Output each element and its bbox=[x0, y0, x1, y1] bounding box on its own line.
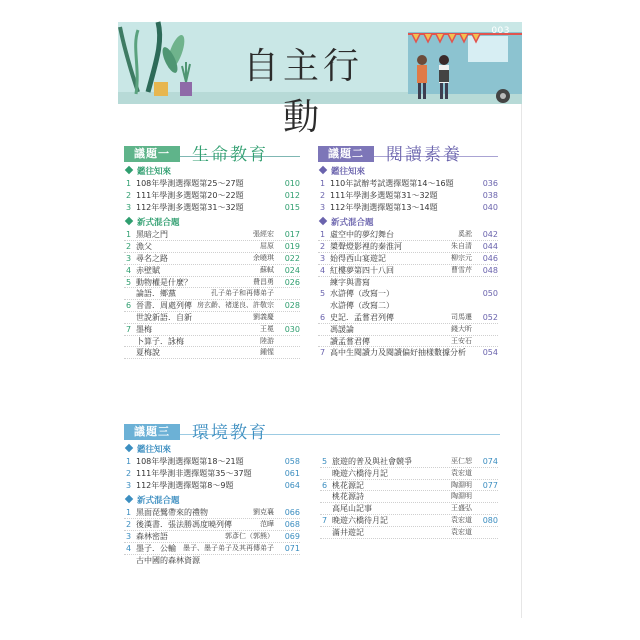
entry-title: 卜算子．詠梅 bbox=[136, 336, 184, 346]
entry-title: 108年學測選擇題第18～21題 bbox=[136, 457, 244, 466]
toc-entry[interactable] bbox=[124, 265, 300, 277]
toc-entry[interactable] bbox=[124, 336, 300, 348]
entry-author: 錢大昕 bbox=[451, 324, 472, 333]
entry-title: 高中生閱讀力及閱讀偏好抽樣數據分析 bbox=[330, 348, 466, 358]
topic3-title: 環境教育 bbox=[192, 423, 268, 443]
diamond-icon bbox=[319, 217, 327, 225]
entry-page-number: 077 bbox=[482, 480, 498, 490]
entry-author: 袁宏道 bbox=[451, 468, 472, 477]
entry-title: 桃花源記 bbox=[332, 480, 364, 490]
toc-entry[interactable] bbox=[124, 190, 300, 202]
entry-page-number: 042 bbox=[482, 230, 498, 240]
entry-number: 3 bbox=[126, 480, 132, 490]
entry-number: 1 bbox=[320, 179, 326, 188]
topic3-right-list bbox=[320, 456, 498, 539]
toc-entry[interactable] bbox=[318, 241, 498, 253]
topic1-past-list bbox=[124, 178, 300, 213]
topic1-past-head: 鑑往知來 bbox=[124, 166, 300, 178]
entry-author: 王冕 bbox=[260, 324, 274, 333]
entry-title: 史記．孟嘗君列傳 bbox=[330, 312, 394, 322]
topic2-new-head: 新式混合題 bbox=[318, 217, 498, 229]
toc-entry[interactable] bbox=[124, 202, 300, 214]
entry-title: 111年學測非選擇題第35～37題 bbox=[136, 468, 252, 478]
entry-page-number: 058 bbox=[284, 457, 300, 466]
toc-page bbox=[118, 22, 522, 618]
entry-page-number: 068 bbox=[284, 520, 300, 530]
entry-page-number: 069 bbox=[284, 531, 300, 541]
toc-entry[interactable] bbox=[320, 468, 498, 480]
entry-number: 1 bbox=[126, 179, 132, 188]
diamond-icon bbox=[125, 444, 133, 452]
toc-entry[interactable] bbox=[320, 480, 498, 492]
entry-page-number: 022 bbox=[284, 253, 300, 263]
entry-page-number: 074 bbox=[482, 457, 498, 466]
entry-author: 屈原 bbox=[260, 242, 274, 251]
toc-entry[interactable] bbox=[318, 288, 498, 300]
entry-author: 巫仁恕 bbox=[451, 457, 472, 465]
entry-title: 108年學測選擇題第25～27題 bbox=[136, 179, 244, 188]
entry-page-number: 046 bbox=[482, 253, 498, 263]
entry-title: 111年學測多選題第31～32題 bbox=[330, 190, 438, 200]
entry-author: 蘇軾 bbox=[260, 265, 274, 274]
toc-entry[interactable] bbox=[320, 515, 498, 527]
topic2-section bbox=[318, 140, 498, 359]
toc-entry[interactable] bbox=[124, 178, 300, 190]
topic3-new-head: 新式混合題 bbox=[124, 495, 300, 507]
entry-title: 滿井遊記 bbox=[332, 527, 364, 537]
people-illustration bbox=[410, 52, 460, 104]
entry-number: 5 bbox=[126, 277, 132, 287]
toc-entry[interactable] bbox=[124, 507, 300, 519]
entry-title: 晚遊六橋待月記 bbox=[332, 515, 388, 525]
topic1-tag: 議題一 bbox=[124, 146, 180, 162]
entry-author: 袁宏道 bbox=[451, 527, 472, 536]
entry-author: 郭彥仁（郭熊） bbox=[225, 531, 274, 540]
entry-page-number: 050 bbox=[482, 289, 498, 299]
entry-number: 3 bbox=[126, 253, 132, 263]
toc-entry[interactable] bbox=[124, 347, 300, 359]
toc-entry[interactable] bbox=[124, 253, 300, 265]
entry-page-number: 026 bbox=[284, 277, 300, 287]
toc-entry[interactable] bbox=[124, 300, 300, 312]
entry-title: 紅樓夢第四十八回 bbox=[330, 265, 394, 275]
entry-number: 5 bbox=[320, 289, 326, 299]
topic3-tag: 議題三 bbox=[124, 424, 180, 440]
entry-title: 墨子．公輸 bbox=[136, 543, 176, 553]
topic1-title: 生命教育 bbox=[192, 145, 268, 165]
entry-title: 槳聲燈影裡的秦淮河 bbox=[330, 242, 402, 252]
entry-number: 2 bbox=[126, 520, 132, 530]
toc-entry[interactable] bbox=[124, 468, 300, 480]
entry-number: 6 bbox=[322, 480, 328, 490]
entry-author: 陶淵明 bbox=[451, 480, 472, 489]
entry-title: 112年學測選擇題第13～14題 bbox=[330, 202, 438, 212]
entry-page-number: 054 bbox=[482, 348, 498, 358]
entry-number: 2 bbox=[126, 190, 132, 200]
topic2-tag: 議題二 bbox=[318, 146, 374, 162]
diamond-icon bbox=[125, 495, 133, 503]
topic3-new-list bbox=[124, 507, 300, 566]
topic3-past-head: 鑑往知來 bbox=[124, 444, 300, 456]
topic1-section bbox=[124, 140, 300, 359]
entry-title: 讀孟嘗君傳 bbox=[330, 336, 370, 346]
entry-title: 112年學測選擇題第8～9題 bbox=[136, 480, 234, 490]
entry-page-number: 030 bbox=[284, 324, 300, 334]
entry-author: 袁宏道 bbox=[451, 515, 472, 524]
entry-author: 曹雪芹 bbox=[451, 265, 472, 274]
entry-author: 張經宏 bbox=[253, 230, 274, 239]
entry-page-number: 010 bbox=[284, 179, 300, 188]
entry-title: 古中國的森林資源 bbox=[136, 555, 200, 565]
entry-title: 馮諼論 bbox=[330, 324, 354, 334]
toc-entry[interactable] bbox=[124, 456, 300, 468]
entry-number: 1 bbox=[126, 457, 132, 466]
toc-entry[interactable] bbox=[318, 300, 498, 312]
entry-author: 司馬遷 bbox=[451, 312, 472, 321]
entry-number: 1 bbox=[320, 230, 326, 240]
entry-title: 虛空中的夢幻舞台 bbox=[330, 230, 394, 240]
entry-number: 4 bbox=[320, 265, 326, 275]
toc-entry[interactable] bbox=[318, 178, 498, 190]
toc-entry[interactable] bbox=[318, 336, 498, 348]
entry-number: 2 bbox=[126, 468, 132, 478]
topic3-past-list bbox=[124, 456, 300, 491]
entry-author: 墨子、墨子弟子及其再傳弟子 bbox=[183, 543, 274, 552]
entry-page-number: 080 bbox=[482, 515, 498, 525]
toc-entry[interactable] bbox=[318, 277, 498, 289]
topic3-left-column bbox=[124, 440, 300, 566]
entry-page-number: 040 bbox=[482, 202, 498, 212]
entry-page-number: 028 bbox=[284, 301, 300, 311]
entry-title: 始得西山宴遊記 bbox=[330, 253, 386, 263]
entry-page-number: 044 bbox=[482, 242, 498, 252]
toc-entry[interactable] bbox=[318, 253, 498, 265]
entry-author: 費昌勇 bbox=[253, 277, 274, 286]
entry-author: 柳宗元 bbox=[451, 253, 472, 262]
entry-title: 森林密語 bbox=[136, 531, 168, 541]
entry-author: 余曉琪 bbox=[253, 253, 274, 262]
entry-author: 劉義慶 bbox=[253, 312, 274, 321]
topic2-past-list bbox=[318, 178, 498, 213]
entry-page-number: 048 bbox=[482, 265, 498, 275]
topic3-header bbox=[124, 418, 500, 443]
plant-illustration bbox=[118, 22, 218, 104]
entry-author: 陸游 bbox=[260, 336, 274, 345]
entry-page-number: 015 bbox=[284, 202, 300, 212]
entry-title: 動物權是什麼？ bbox=[136, 277, 192, 287]
entry-number: 6 bbox=[126, 301, 132, 311]
entry-author: 鍾惺 bbox=[260, 348, 274, 357]
toc-entry[interactable] bbox=[124, 555, 300, 567]
entry-title: 旅遊的普及與社會競爭 bbox=[332, 457, 412, 466]
diamond-icon bbox=[125, 166, 133, 174]
toc-entry[interactable] bbox=[124, 288, 300, 300]
entry-page-number: 017 bbox=[284, 230, 300, 240]
entry-page-number: 071 bbox=[284, 543, 300, 553]
entry-author: 孔子弟子和再傳弟子 bbox=[211, 289, 274, 298]
entry-number: 2 bbox=[320, 190, 326, 200]
entry-number: 7 bbox=[322, 515, 328, 525]
toc-entry[interactable] bbox=[124, 312, 300, 324]
entry-title: 水滸傳（改寫一） bbox=[330, 289, 394, 299]
toc-entry[interactable] bbox=[320, 491, 498, 503]
entry-title: 世說新語．自新 bbox=[136, 312, 192, 322]
entry-page-number: 012 bbox=[284, 190, 300, 200]
entry-page-number: 064 bbox=[284, 480, 300, 490]
toc-entry[interactable] bbox=[318, 312, 498, 324]
entry-number: 1 bbox=[126, 508, 132, 518]
entry-page-number: 066 bbox=[284, 508, 300, 518]
toc-entry[interactable] bbox=[124, 324, 300, 336]
entry-number: 2 bbox=[320, 242, 326, 252]
entry-title: 漁父 bbox=[136, 242, 152, 252]
entry-title: 112年學測多選題第31～32題 bbox=[136, 202, 244, 212]
topic2-new-list bbox=[318, 229, 498, 359]
entry-number: 3 bbox=[126, 531, 132, 541]
entry-title: 後漢書．張法勝馮度曉列傳 bbox=[136, 520, 232, 530]
topic3-section bbox=[124, 418, 500, 565]
entry-title: 水滸傳（改寫二） bbox=[330, 301, 394, 311]
entry-page-number: 019 bbox=[284, 242, 300, 252]
entry-page-number: 024 bbox=[284, 265, 300, 275]
toc-entry[interactable] bbox=[318, 347, 498, 359]
topic2-header bbox=[318, 140, 498, 165]
entry-page-number: 061 bbox=[284, 468, 300, 478]
entry-title: 練字與書寫 bbox=[330, 277, 370, 287]
entry-title: 墨梅 bbox=[136, 324, 152, 334]
topic1-new-head: 新式混合題 bbox=[124, 217, 300, 229]
entry-title: 尋名之路 bbox=[136, 253, 168, 263]
toc-entry[interactable] bbox=[124, 543, 300, 555]
entry-number: 7 bbox=[126, 324, 132, 334]
entry-title: 111年學測多選題第20～22題 bbox=[136, 190, 244, 200]
entry-title: 晉書．周處列傳 bbox=[136, 301, 192, 311]
entry-author: 奚淞 bbox=[458, 230, 472, 239]
toc-entry[interactable] bbox=[124, 480, 300, 492]
diamond-icon bbox=[319, 166, 327, 174]
entry-title: 赤壁賦 bbox=[136, 265, 160, 275]
toc-entry[interactable] bbox=[124, 241, 300, 253]
header-banner bbox=[118, 22, 522, 138]
toc-entry[interactable] bbox=[124, 277, 300, 289]
entry-title: 黑面琵鷺帶來的禮物 bbox=[136, 508, 208, 518]
toc-entry[interactable] bbox=[320, 527, 498, 539]
page-title: 自主行動 bbox=[242, 46, 363, 138]
diamond-icon bbox=[125, 217, 133, 225]
entry-number: 3 bbox=[126, 202, 132, 212]
toc-entry[interactable] bbox=[320, 503, 498, 515]
page-number: 003 bbox=[491, 26, 510, 36]
toc-entry[interactable] bbox=[318, 324, 498, 336]
entry-title: 夏梅說 bbox=[136, 348, 160, 358]
entry-author: 朱自清 bbox=[451, 242, 472, 251]
entry-author: 王安石 bbox=[451, 336, 472, 345]
entry-page-number: 052 bbox=[482, 312, 498, 322]
entry-author: 王盛弘 bbox=[451, 504, 472, 513]
toc-entry[interactable] bbox=[124, 531, 300, 543]
entry-title: 桃花源詩 bbox=[332, 492, 364, 502]
entry-number: 3 bbox=[320, 253, 326, 263]
entry-author: 陶淵明 bbox=[451, 492, 472, 501]
entry-number: 7 bbox=[320, 348, 326, 358]
topic1-new-list bbox=[124, 229, 300, 359]
toc-entry[interactable] bbox=[318, 229, 498, 241]
topic2-title: 閱讀素養 bbox=[386, 145, 462, 165]
entry-page-number: 036 bbox=[482, 179, 498, 188]
toc-entry[interactable] bbox=[320, 456, 498, 468]
entry-title: 110年試辦考試選擇題第14～16題 bbox=[330, 179, 454, 188]
entry-title: 高尾山記事 bbox=[332, 504, 372, 514]
entry-author: 劉克襄 bbox=[253, 508, 274, 517]
entry-number: 4 bbox=[126, 543, 132, 553]
entry-number: 1 bbox=[126, 230, 132, 240]
entry-number: 2 bbox=[126, 242, 132, 252]
entry-number: 4 bbox=[126, 265, 132, 275]
topic3-rule bbox=[124, 434, 500, 435]
entry-number: 3 bbox=[320, 202, 326, 212]
entry-number: 5 bbox=[322, 457, 328, 466]
toc-entry[interactable] bbox=[318, 202, 498, 214]
toc-entry[interactable] bbox=[318, 265, 498, 277]
entry-author: 范曄 bbox=[260, 520, 274, 529]
entry-number: 6 bbox=[320, 312, 326, 322]
entry-title: 晚遊六橋待月記 bbox=[332, 468, 388, 478]
topic1-header bbox=[124, 140, 300, 165]
entry-author: 房玄齡、褚遂良、許敬宗 bbox=[197, 301, 274, 310]
entry-page-number: 038 bbox=[482, 190, 498, 200]
toc-entry[interactable] bbox=[124, 519, 300, 531]
topic2-past-head: 鑑往知來 bbox=[318, 166, 498, 178]
toc-entry[interactable] bbox=[318, 190, 498, 202]
entry-title: 論語．鄉黨 bbox=[136, 289, 176, 299]
entry-title: 黑暗之門 bbox=[136, 230, 168, 240]
toc-entry[interactable] bbox=[124, 229, 300, 241]
